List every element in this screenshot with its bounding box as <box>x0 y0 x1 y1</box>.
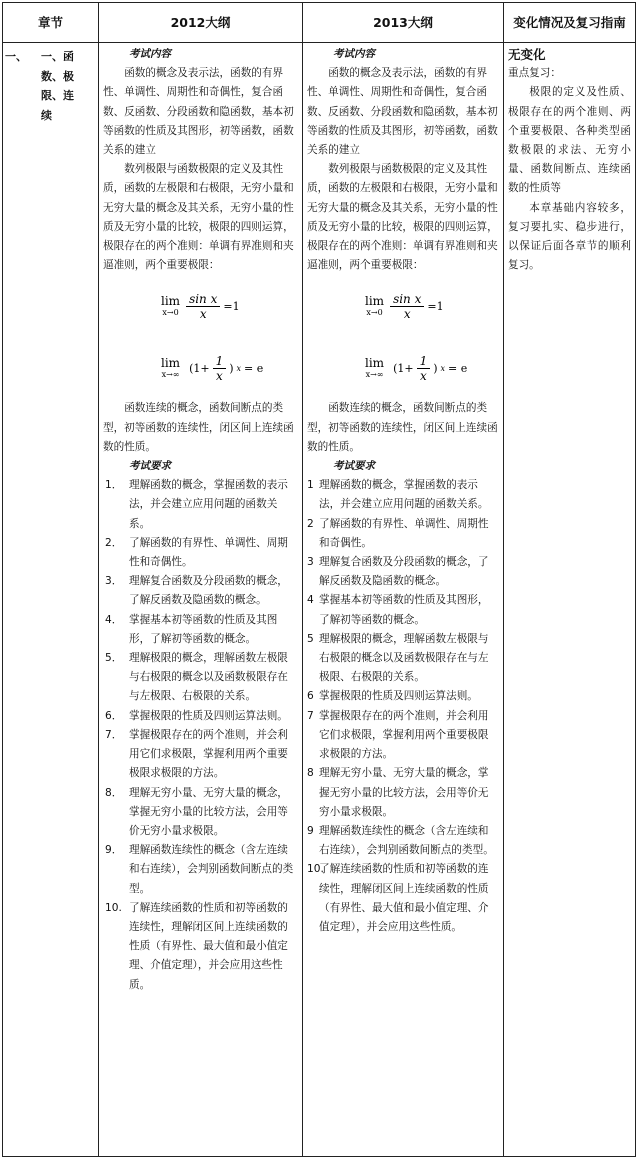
change-title: 无变化 <box>508 47 546 62</box>
list-item: 8． 理解无穷小量、无穷大量的概念，掌握无穷小量的比较方法，会用等价无穷小量求极限。 <box>105 786 288 837</box>
advice-text: 本章基础内容较多，复习要扎实、稳步进行，以保证后面各章节的顺利复习。 <box>508 201 631 272</box>
list-item: 1． 理解函数的概念，掌握函数的表示法，并会建立应用问题的函数关系。 <box>105 479 288 530</box>
col-2013 <box>303 43 504 1157</box>
exponent: x <box>236 363 242 373</box>
frac-den: x <box>216 368 223 383</box>
list-item: 3． 理解复合函数及分段函数的概念，了解反函数及隐函数的概念。 <box>105 575 288 607</box>
list-item: 5． 理解极限的概念，理解函数左极限与右极限的概念以及函数极限存在与左极限、右极限的关系。 <box>105 652 288 703</box>
frac-num: 1 <box>213 354 227 369</box>
formula-sinx-2012 <box>103 275 298 337</box>
chapter-cell <box>3 43 99 1157</box>
eq-e: = e <box>244 361 264 375</box>
list-item: 1 理解函数的概念，掌握函数的表示法，并会建立应用问题的函数关系。 <box>307 479 489 511</box>
formula-e-2012 <box>103 337 298 399</box>
list-item: 4． 掌握基本初等函数的性质及其图形，了解初等函数的概念。 <box>105 613 278 645</box>
formula-sinx-2013 <box>307 275 499 337</box>
focus-label: 重点复习： <box>508 67 561 80</box>
para3-2012: 函数连续的概念，函数间断点的类型，初等函数的连续性，闭区间上连续函数的性质。 <box>103 402 294 453</box>
list-item: 3 理解复合函数及分段函数的概念，了解反函数及隐函数的概念。 <box>307 556 489 588</box>
list-item: 6 掌握极限的性质及四则运算法则。 <box>307 690 478 703</box>
close-paren: ) <box>229 361 234 375</box>
list-item: 9． 理解函数连续性的概念（含左连续和右连续），会判别函数间断点的类型。 <box>105 844 294 895</box>
list-item: 5 理解极限的概念，理解函数左极限与右极限的概念以及函数极限存在与左极限、右极限的关系。 <box>307 632 489 684</box>
para2-2012: 数列极限与函数极限的定义及其性质，函数的左极限和右极限，无穷小量和无穷大量的概念及其关系，无穷小量的性质及无穷小量的比较，极限的四则运算，极限存在的两个准则：单调有界准则和夹逼准则，两个重要极限： <box>103 163 294 272</box>
list-item: 6． 掌握极限的性质及四则运算法则。 <box>105 709 288 722</box>
close-paren: ) <box>433 361 438 375</box>
lim-label: lim <box>365 293 385 308</box>
header-2012: 2012大纲 <box>99 3 303 43</box>
chapter-name: 一、函数、极限、连续 <box>41 50 74 122</box>
req-heading-2012: 考试要求 <box>129 460 171 473</box>
content-heading-2013: 考试内容 <box>333 48 375 60</box>
frac-num: sin x <box>390 292 424 307</box>
focus-text: 极限的定义及性质、极限存在的两个准则、两个重要极限、各种类型函数极限的求法、无穷小量、函数间断点、连续函数的性质等 <box>508 86 631 195</box>
col-2012 <box>99 43 303 1157</box>
chapter-number: 一、 <box>5 50 27 63</box>
para1-2012: 函数的概念及表示法，函数的有界性、单调性、周期性和奇偶性，复合函数、反函数、分段函数和隐函数，基本初等函数的性质及其图形，初等函数，函数关系的建立 <box>103 67 294 157</box>
chapter-row <box>3 43 636 1157</box>
lim-sub: x→0 <box>366 307 383 317</box>
eq-one: =1 <box>223 299 240 313</box>
list-item: 10. 了解连续函数的性质和初等函数的连续性，理解闭区间上连续函数的性质（有界性、最大值和最小值定理、介值定理），并会应用这些性质。 <box>105 901 288 991</box>
lim-sub: x→0 <box>162 307 179 317</box>
lim-sub: x→∞ <box>161 369 180 379</box>
frac-num: 1 <box>417 354 431 369</box>
para3-2013: 函数连续的概念，函数间断点的类型，初等函数的连续性，闭区间上连续函数的性质。 <box>307 402 498 453</box>
list-item: 9 理解函数连续性的概念（含左连续和右连续），会判别函数间断点的类型。 <box>307 824 494 857</box>
lim-sub: x→∞ <box>365 369 384 379</box>
list-item: 2． 了解函数的有界性、单调性、周期性和奇偶性。 <box>105 536 288 569</box>
req-heading-2013: 考试要求 <box>333 460 375 473</box>
header-2013: 2013大纲 <box>303 3 504 43</box>
syllabus-table <box>2 2 636 1157</box>
frac-den: x <box>199 306 207 321</box>
content-heading-2012: 考试内容 <box>129 48 171 60</box>
req-list-2013 <box>307 476 499 937</box>
lim-label: lim <box>161 293 181 308</box>
list-item: 8 理解无穷小量、无穷大量的概念，掌握无穷小量的比较方法，会用等价无穷小量求极限。 <box>307 767 489 818</box>
list-item: 2 了解函数的有界性、单调性、周期性和奇偶性。 <box>307 517 489 549</box>
list-item: 10. 了解连续函数的性质和初等函数的连续性，理解闭区间上连续函数的性质（有界性、最大值和最小值定理、介值定理），并会应用这些性质。 <box>307 863 489 933</box>
para2-2013: 数列极限与函数极限的定义及其性质，函数的左极限和右极限，无穷小量和无穷大量的概念及其关系，无穷小量的性质及无穷小量的比较，极限的四则运算，极限存在的两个准则：单调有界准则和夹逼准则，两个重要极限： <box>307 163 498 272</box>
list-item: 7 掌握极限存在的两个准则，并会利用它们求极限，掌握利用两个重要极限求极限的方法。 <box>307 709 489 761</box>
eq-e: = e <box>448 361 468 375</box>
header-row <box>3 3 636 43</box>
header-chapter: 章节 <box>3 3 99 43</box>
one-plus: (1+ <box>189 361 210 375</box>
exponent: x <box>440 363 446 373</box>
frac-den: x <box>420 368 427 383</box>
eq-one: =1 <box>427 299 444 313</box>
list-item: 7． 掌握极限存在的两个准则，并会利用它们求极限，掌握利用两个重要极限求极限的方法。 <box>105 728 288 780</box>
list-item: 4 掌握基本初等函数的性质及其图形，了解初等函数的概念。 <box>307 594 489 626</box>
para1-2013: 函数的概念及表示法，函数的有界性、单调性、周期性和奇偶性，复合函数、反函数、分段函数和隐函数，基本初等函数的性质及其图形，初等函数，函数关系的建立 <box>307 67 498 157</box>
lim-label: lim <box>161 355 181 370</box>
col-change <box>504 43 636 1157</box>
header-change: 变化情况及复习指南 <box>504 3 636 43</box>
frac-num: sin x <box>186 292 220 307</box>
one-plus: (1+ <box>393 361 414 375</box>
lim-label: lim <box>365 355 385 370</box>
req-list-2012 <box>103 476 298 994</box>
frac-den: x <box>403 306 411 321</box>
formula-e-2013 <box>307 337 499 399</box>
